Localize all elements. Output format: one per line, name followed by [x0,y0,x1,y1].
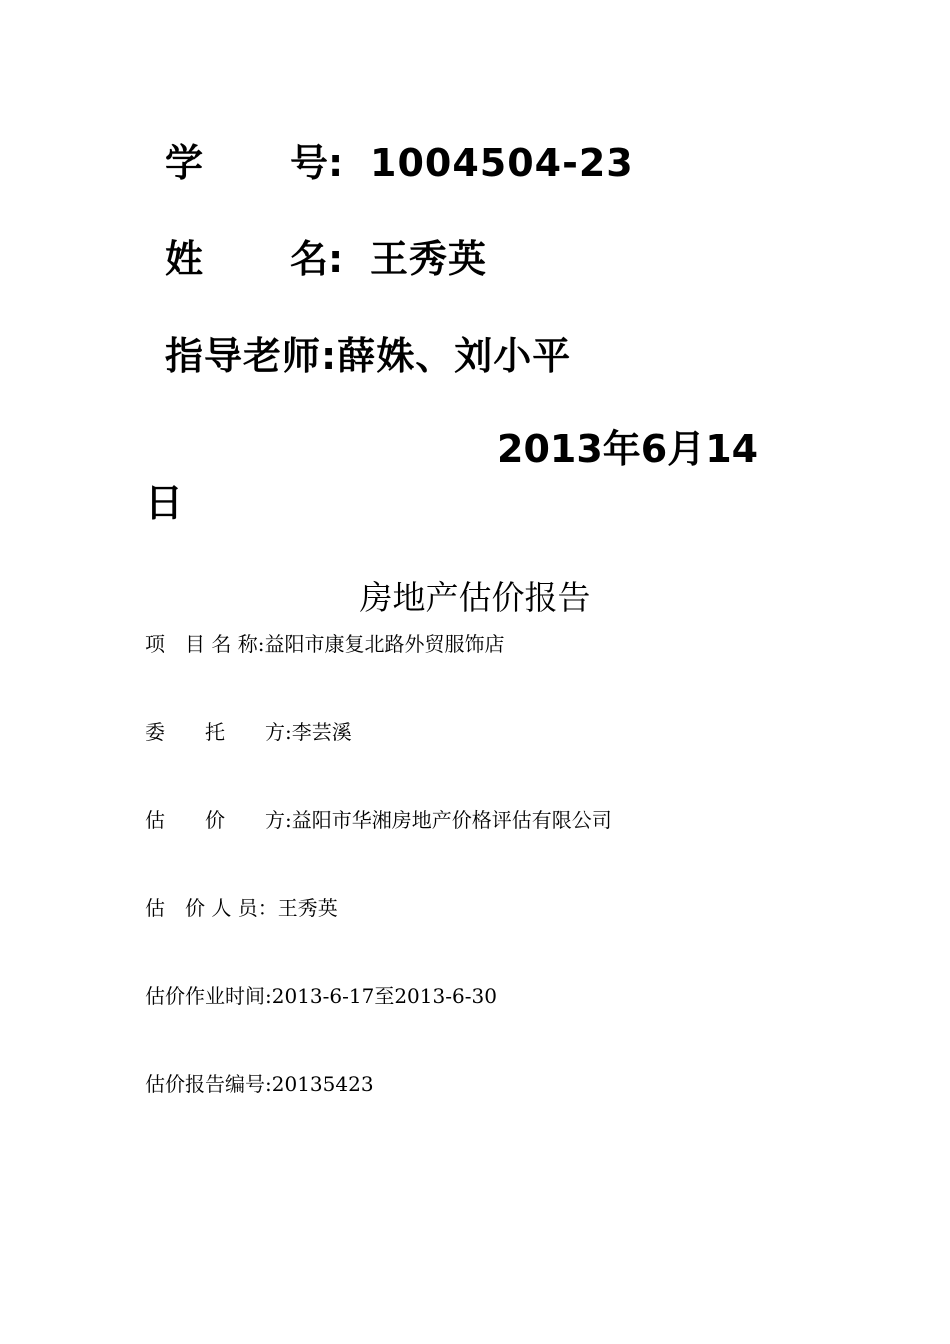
student-id-line [165,132,634,187]
field-value: 王秀英 [277,896,338,920]
advisor-label: 指导老师: [165,334,338,378]
name-label: 姓 名: [165,237,344,281]
advisor-value: 薛姝、刘小平 [337,334,572,378]
name-value: 王秀英 [370,237,488,281]
field-value: 李芸溪 [291,720,352,744]
field-label: 委 托 方: [145,720,292,744]
report-title: 房地产估价报告 [359,578,591,617]
field-value: 2013-6-17至2013-6-30 [271,984,497,1008]
field-work-period [145,980,497,1009]
field-value: 益阳市康复北路外贸服饰店 [264,632,505,656]
field-project-name [145,628,504,657]
date-line-1: 2013年6月14 [497,427,759,471]
field-label: 估价作业时间: [145,984,272,1008]
field-label: 估价报告编号: [145,1072,272,1096]
student-id-label: 学 号: [165,141,344,185]
student-id-value: 1004504-23 [370,141,634,185]
field-label: 项 目 名 称: [145,632,265,656]
field-value: 益阳市华湘房地产价格评估有限公司 [291,808,612,832]
field-appraiser [145,804,612,833]
field-appraisal-staff [145,892,338,921]
field-client [145,716,352,745]
field-value: 20135423 [271,1072,374,1096]
name-line [165,228,487,283]
field-label: 估 价 方: [145,808,292,832]
field-report-number [145,1068,374,1097]
advisor-line [165,325,571,380]
field-label: 估 价 人 员： [145,896,278,920]
date-line-2: 日 [145,481,184,525]
